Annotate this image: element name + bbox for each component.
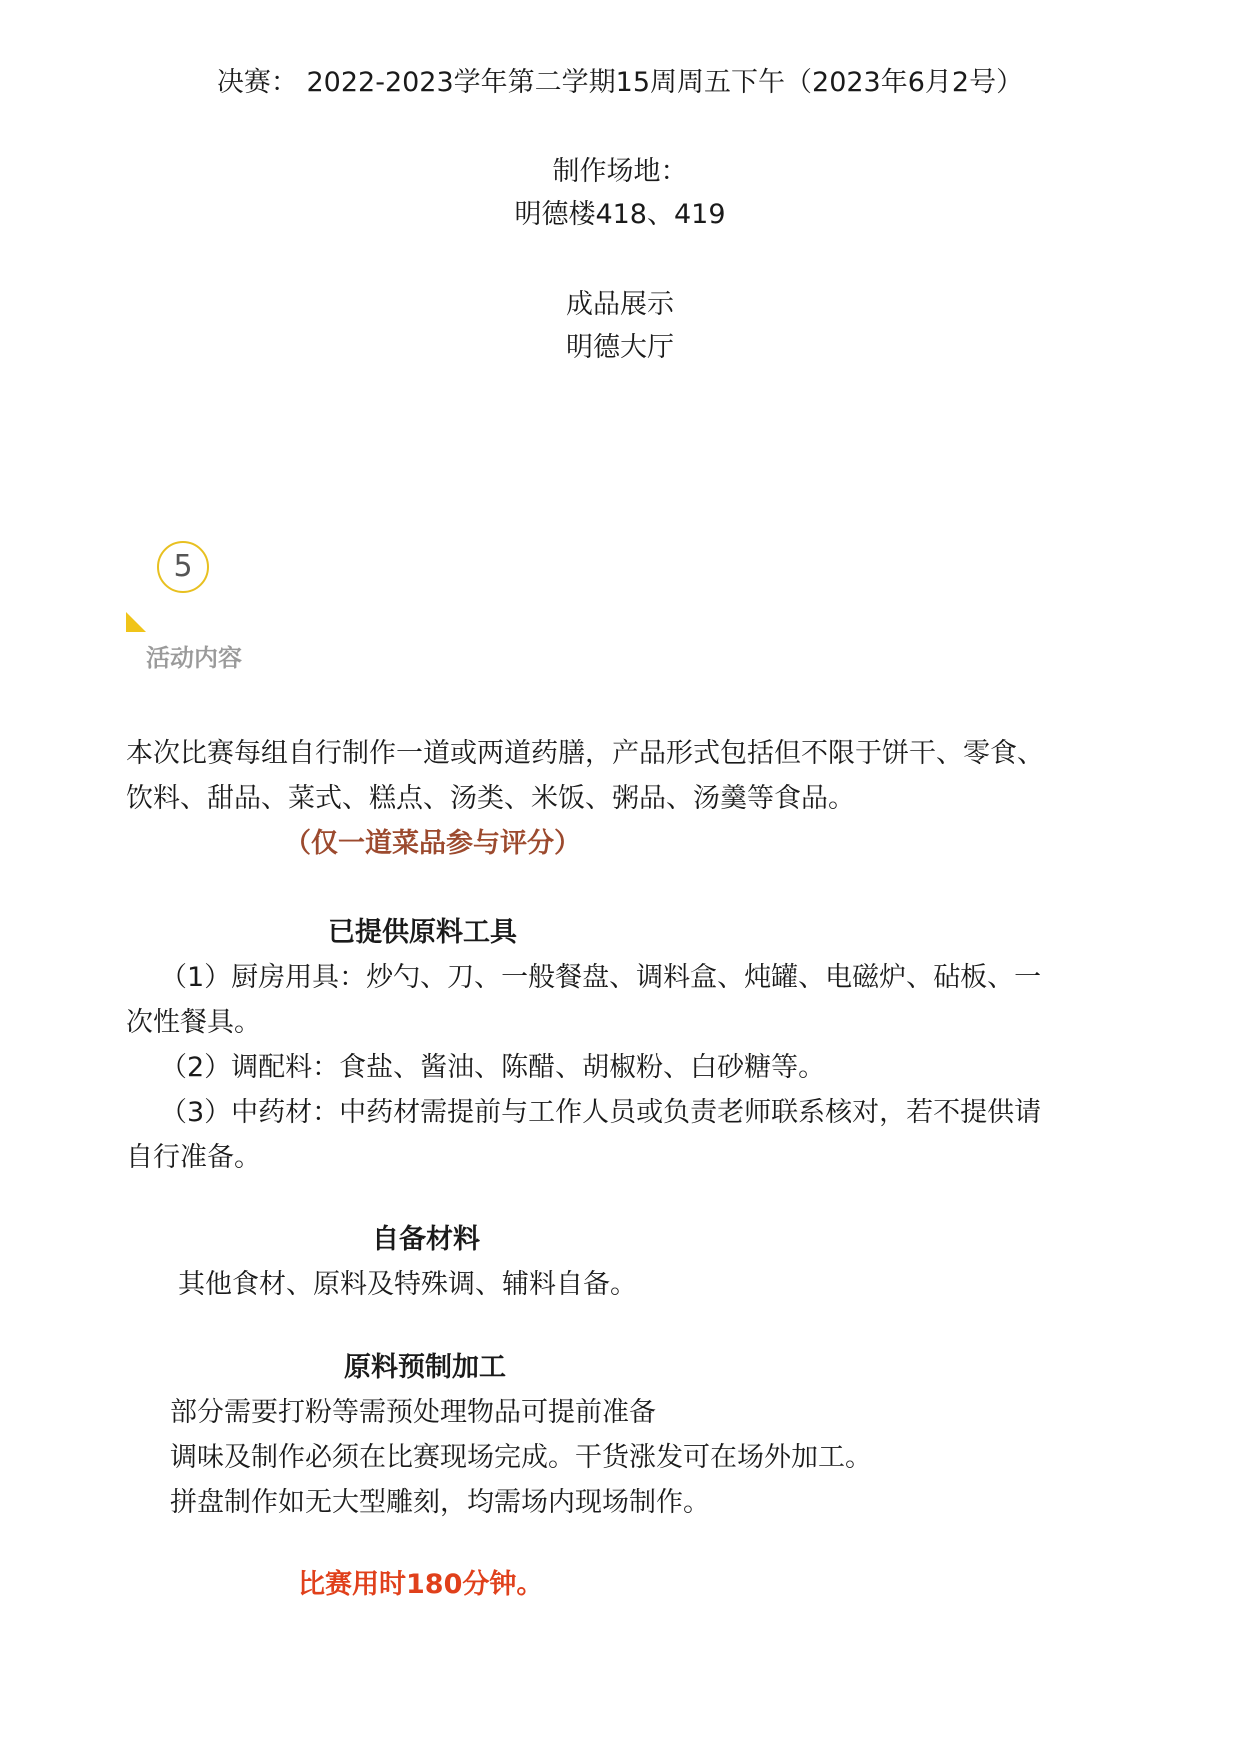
provided-item-1-line-1: （1）厨房用具：炒勺、刀、一般餐盘、调料盒、炖罐、电磁炉、砧板、一 bbox=[160, 962, 1042, 993]
provided-item-2: （2）调配料：食盐、酱油、陈醋、胡椒粉、白砂糖等。 bbox=[160, 1052, 826, 1083]
venue-value: 明德楼418、419 bbox=[514, 199, 726, 230]
pre-processing-line-2: 调味及制作必须在比赛现场完成。干货涨发可在场外加工。 bbox=[170, 1442, 872, 1473]
pre-processing-line-1: 部分需要打粉等需预处理物品可提前准备 bbox=[170, 1397, 656, 1428]
pre-processing-heading: 原料预制加工 bbox=[344, 1352, 506, 1383]
display-value: 明德大厅 bbox=[566, 332, 674, 363]
self-prepared-heading: 自备材料 bbox=[372, 1224, 480, 1255]
provided-item-1-line-2: 次性餐具。 bbox=[126, 1007, 261, 1038]
section-title: 活动内容 bbox=[146, 644, 242, 672]
intro-line-1: 本次比赛每组自行制作一道或两道药膳，产品形式包括但不限于饼干、零食、 bbox=[126, 738, 1044, 769]
pre-processing-line-3: 拼盘制作如无大型雕刻，均需场内现场制作。 bbox=[170, 1487, 710, 1518]
self-prepared-text: 其他食材、原料及特殊调、辅料自备。 bbox=[178, 1269, 637, 1300]
section-number-badge: 5 bbox=[157, 541, 209, 593]
time-limit-note: 比赛用时180分钟。 bbox=[298, 1569, 544, 1600]
final-round-line: 决赛： 2022-2023学年第二学期15周周五下午（2023年6月2号） bbox=[216, 67, 1024, 98]
scoring-note: （仅一道菜品参与评分） bbox=[284, 828, 581, 859]
display-label: 成品展示 bbox=[566, 289, 674, 320]
provided-heading: 已提供原料工具 bbox=[328, 917, 517, 948]
provided-item-3-line-1: （3）中药材：中药材需提前与工作人员或负责老师联系核对，若不提供请 bbox=[160, 1097, 1042, 1128]
intro-line-2: 饮料、甜品、菜式、糕点、汤类、米饭、粥品、汤羹等食品。 bbox=[126, 783, 855, 814]
provided-item-3-line-2: 自行准备。 bbox=[126, 1142, 261, 1173]
triangle-marker-icon bbox=[126, 612, 146, 632]
venue-label: 制作场地： bbox=[552, 156, 688, 187]
